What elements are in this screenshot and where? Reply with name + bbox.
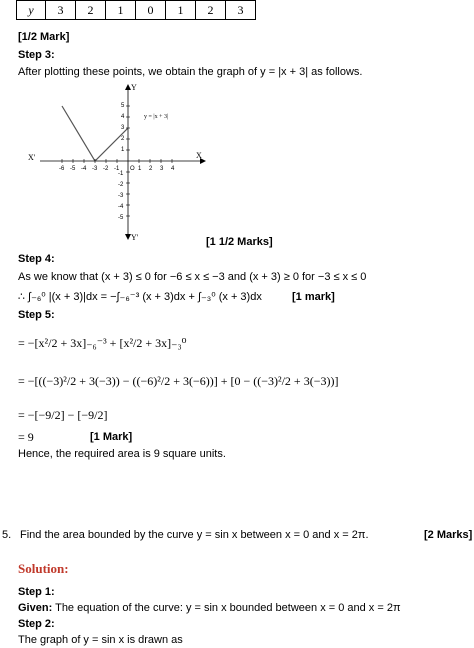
step5-conclusion: Hence, the required area is 9 square units. [18,448,226,460]
y-tick-label: 4 [121,114,125,120]
origin-label: O [130,166,135,172]
abs-graph [22,80,222,245]
step5-line1: = −[x²/2 + 3x]₋₆⁻³ + [x²/2 + 3x]₋₃⁰ [18,336,187,350]
step5-line2: = −[((−3)²/2 + 3(−3)) − ((−6)²/2 + 3(−6))] + [0 − ((−3)²/2 + 3(−3))] [18,374,339,388]
question-marks: [2 Marks] [424,529,473,541]
step4-mark: [1 mark] [292,291,335,303]
x-tick-label: -6 [59,166,65,172]
x-prime-label: X' [28,153,36,162]
x-axis-label: X [196,151,202,160]
step3-title: Step 3: [18,49,55,61]
y-axis-label: Y [131,83,137,92]
y-tick-label: 3 [121,125,125,131]
table-cell: 2 [76,1,106,20]
y-tick-label: -3 [118,193,124,199]
y-tick-label: -2 [118,182,124,188]
solution-step1-title: Step 1: [18,586,55,598]
y-tick-label: -5 [118,215,124,221]
step5-line4: = 9 [18,430,34,444]
curve-line [62,106,128,161]
step4-line2: ∴ ∫₋₆⁰ |(x + 3)|dx = −∫₋₆⁻³ (x + 3)dx + ∫₋₃⁰ (x + 3)dx [18,291,262,303]
x-tick-label: 3 [160,166,164,172]
table-cell: 3 [46,1,76,20]
step4-line1: As we know that (x + 3) ≤ 0 for −6 ≤ x ≤ −3 and (x + 3) ≥ 0 for −3 ≤ x ≤ 0 [18,271,367,283]
given-label: Given: [18,602,53,614]
table-cell: 0 [136,1,166,20]
solution-step2-text: The graph of y = sin x is drawn as [18,634,183,646]
question-number: 5. [2,529,12,541]
table-cell: 3 [226,1,256,20]
step5-title: Step 5: [18,309,55,321]
y-tick-label: -1 [118,171,124,177]
values-table [16,0,256,20]
question-text: Find the area bounded by the curve y = sin x between x = 0 and x = 2π. [20,529,369,541]
step5-mark: [1 Mark] [90,431,133,443]
x-tick-label: 4 [171,166,175,172]
table-row [17,1,256,20]
table-header-cell: y [17,1,46,20]
step4-title: Step 4: [18,253,55,265]
table-cell: 1 [106,1,136,20]
x-tick-label: 1 [138,166,142,172]
step5-line3: = −[−9/2] − [−9/2] [18,408,108,422]
x-tick-label: -2 [103,166,109,172]
table-cell: 1 [166,1,196,20]
x-tick-label: 2 [149,166,153,172]
solution-given [18,601,401,615]
graph-marks: [1 1/2 Marks] [206,236,273,248]
y-prime-label: Y' [131,233,139,242]
curve-label: y = |x + 3| [144,114,169,120]
step3-text: After plotting these points, we obtain the graph of y = |x + 3| as follows. [18,66,363,78]
solution-step2-title: Step 2: [18,618,55,630]
mark-half: [1/2 Mark] [18,31,70,43]
y-tick-label: 2 [121,136,125,142]
table-cell: 2 [196,1,226,20]
y-tick-label: 1 [121,147,125,153]
x-tick-label: -1 [114,166,120,172]
y-tick-label: -4 [118,204,124,210]
y-tick-label: 5 [121,103,125,109]
x-tick-label: -4 [81,166,87,172]
solution-heading: Solution: [18,561,69,576]
x-tick-label: -5 [70,166,76,172]
x-tick-label: -3 [92,166,98,172]
given-text: The equation of the curve: y = sin x bounded between x = 0 and x = 2π [55,602,401,614]
